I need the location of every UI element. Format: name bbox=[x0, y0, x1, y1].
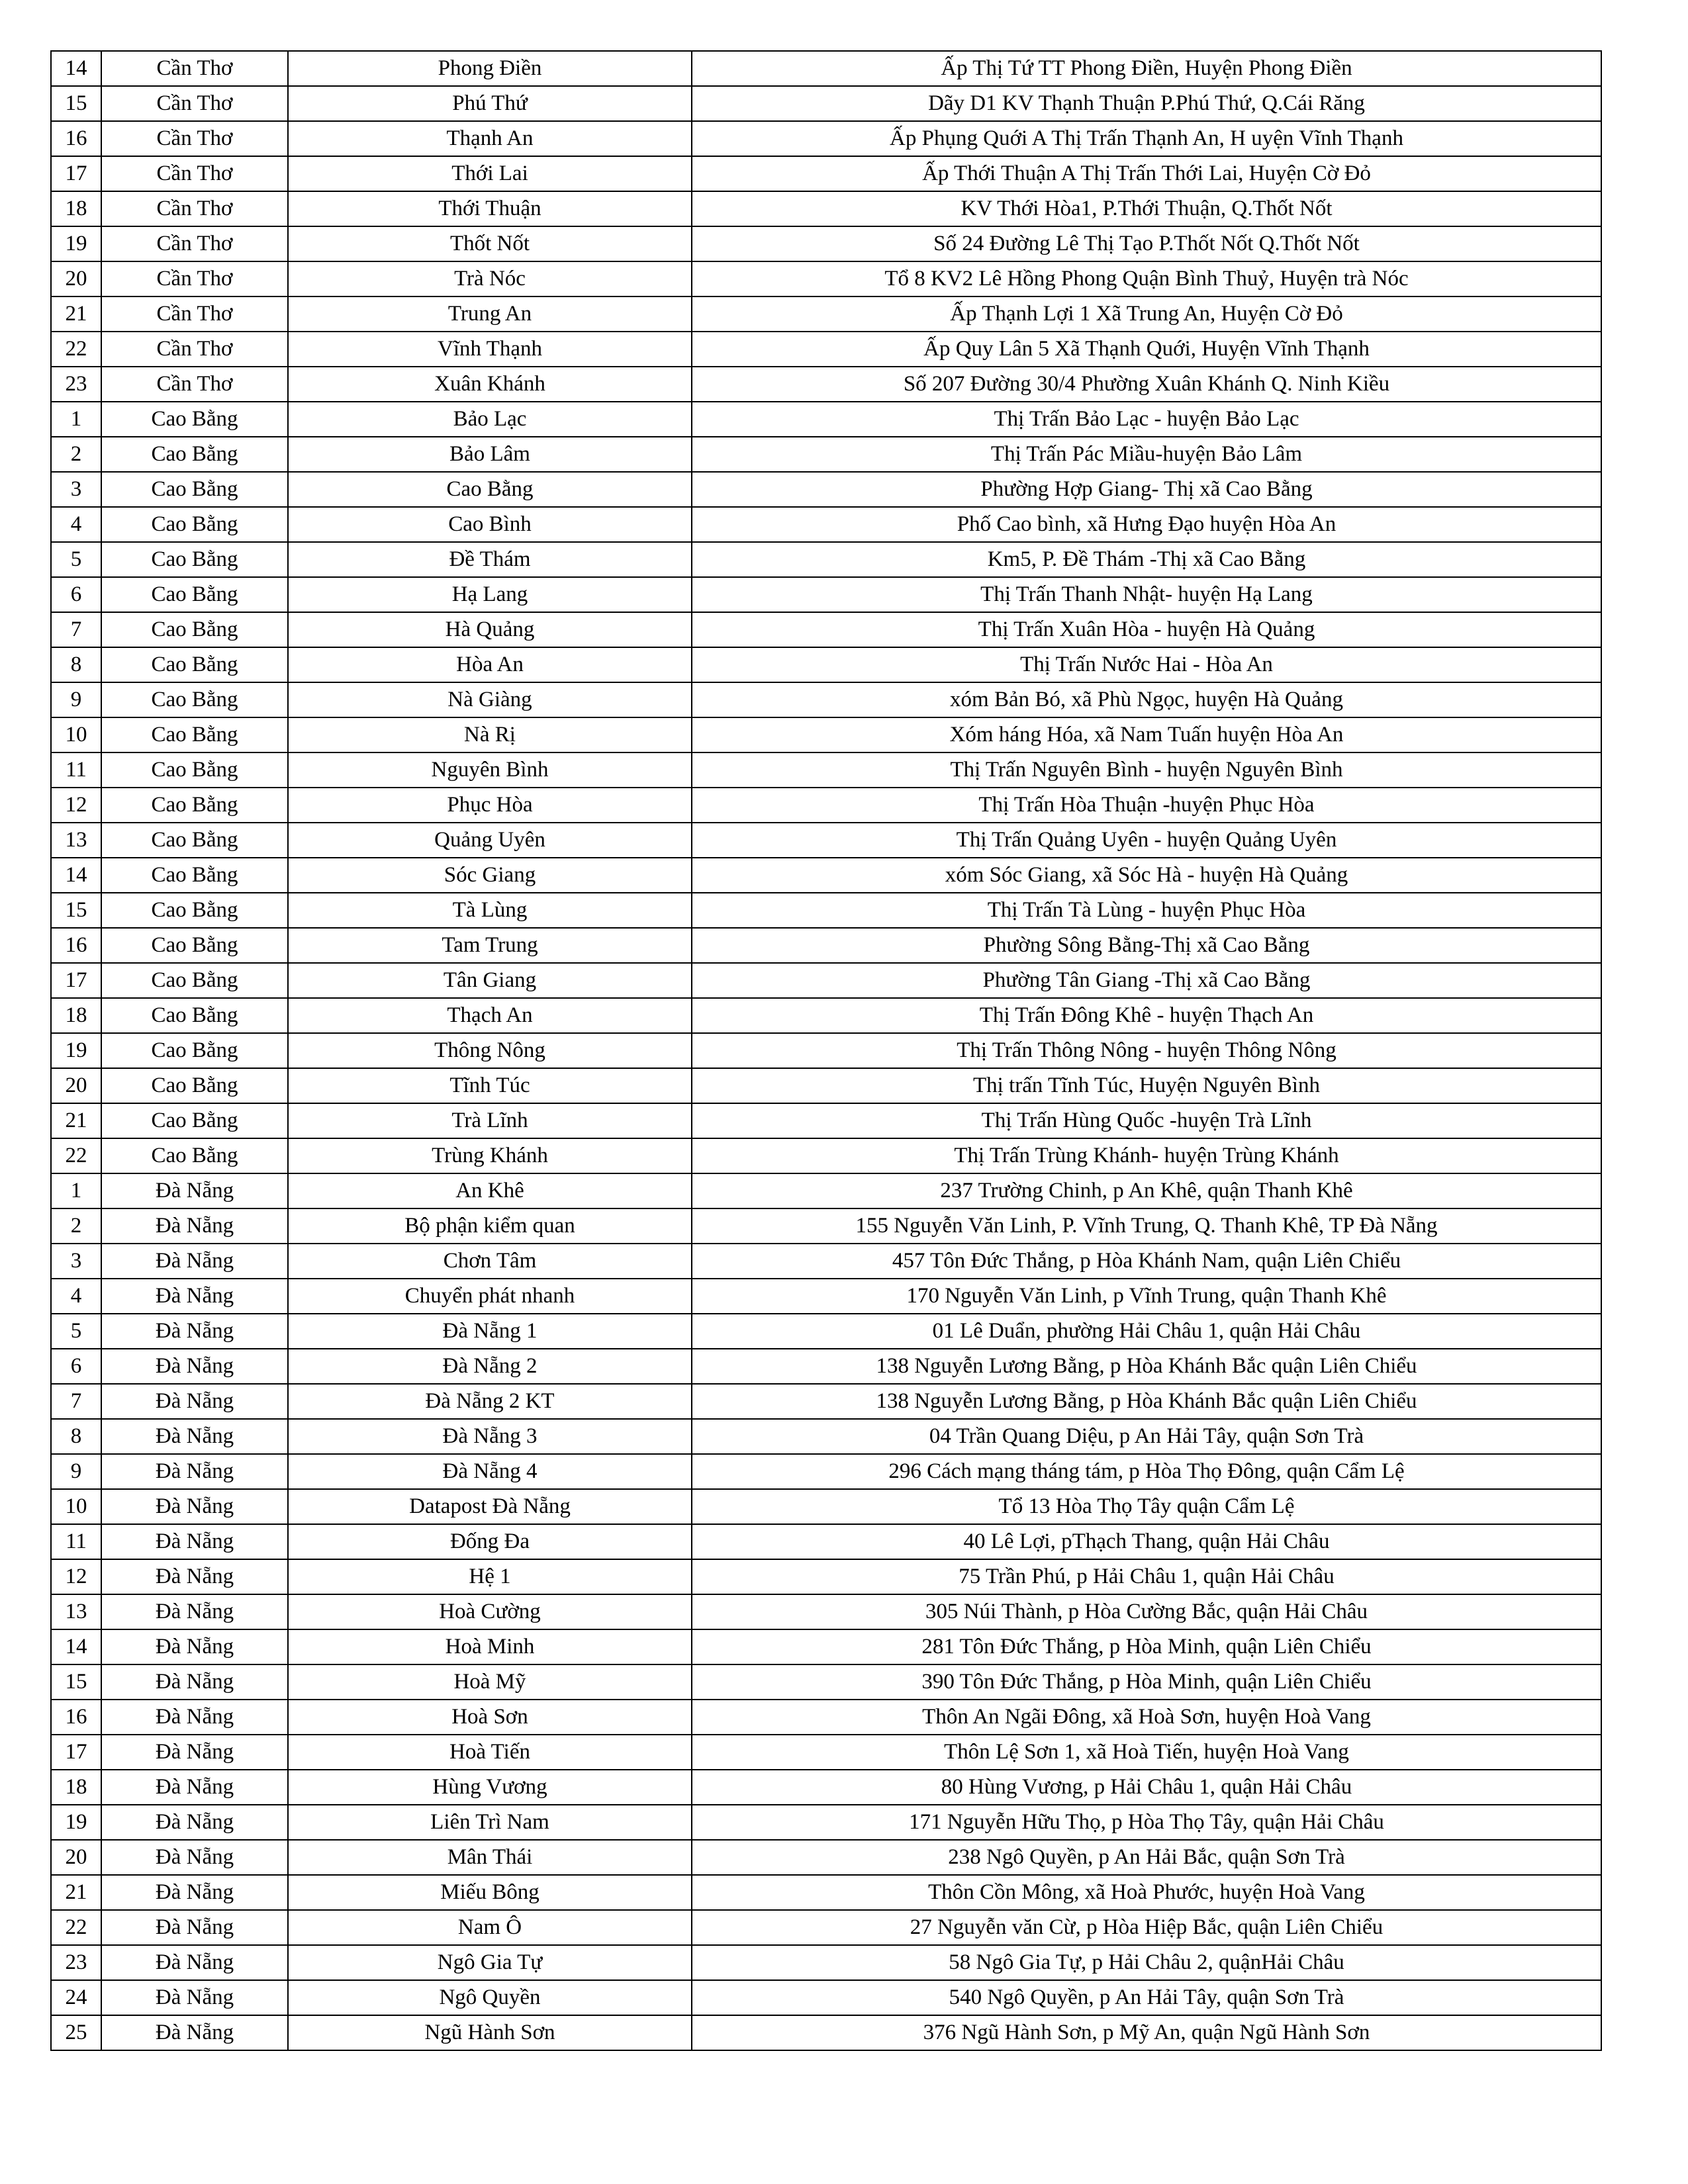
post-office-name-cell: Hùng Vương bbox=[288, 1770, 692, 1805]
row-number-cell: 7 bbox=[51, 612, 101, 647]
row-number-cell: 23 bbox=[51, 367, 101, 402]
post-office-name-cell: Bộ phận kiểm quan bbox=[288, 1208, 692, 1244]
province-cell: Đà Nẵng bbox=[101, 1594, 288, 1629]
address-cell: Phường Hợp Giang- Thị xã Cao Bằng bbox=[692, 472, 1601, 507]
province-cell: Đà Nẵng bbox=[101, 1454, 288, 1489]
province-cell: Cần Thơ bbox=[101, 226, 288, 261]
post-office-name-cell: Mân Thái bbox=[288, 1840, 692, 1875]
table-row bbox=[51, 1700, 1601, 1735]
post-office-name-cell: Đề Thám bbox=[288, 542, 692, 577]
table-row bbox=[51, 963, 1601, 998]
table-row bbox=[51, 577, 1601, 612]
province-cell: Cao Bằng bbox=[101, 1068, 288, 1103]
row-number-cell: 11 bbox=[51, 1524, 101, 1559]
post-office-name-cell: Tân Giang bbox=[288, 963, 692, 998]
row-number-cell: 4 bbox=[51, 1279, 101, 1314]
post-office-name-cell: Hạ Lang bbox=[288, 577, 692, 612]
province-cell: Cao Bằng bbox=[101, 717, 288, 752]
province-cell: Đà Nẵng bbox=[101, 1279, 288, 1314]
address-cell: Số 24 Đường Lê Thị Tạo P.Thốt Nốt Q.Thốt Nốt bbox=[692, 226, 1601, 261]
address-cell: Tổ 13 Hòa Thọ Tây quận Cẩm Lệ bbox=[692, 1489, 1601, 1524]
province-cell: Cao Bằng bbox=[101, 437, 288, 472]
row-number-cell: 14 bbox=[51, 858, 101, 893]
address-cell: Tổ 8 KV2 Lê Hồng Phong Quận Bình Thuỷ, Huyện trà Nóc bbox=[692, 261, 1601, 296]
post-office-name-cell: Tĩnh Túc bbox=[288, 1068, 692, 1103]
row-number-cell: 15 bbox=[51, 86, 101, 121]
table-row bbox=[51, 1735, 1601, 1770]
row-number-cell: 13 bbox=[51, 823, 101, 858]
province-cell: Cao Bằng bbox=[101, 998, 288, 1033]
province-cell: Cao Bằng bbox=[101, 682, 288, 717]
address-cell: 457 Tôn Đức Thắng, p Hòa Khánh Nam, quận Liên Chiểu bbox=[692, 1244, 1601, 1279]
province-cell: Đà Nẵng bbox=[101, 1840, 288, 1875]
post-office-name-cell: Miếu Bông bbox=[288, 1875, 692, 1910]
province-cell: Cần Thơ bbox=[101, 121, 288, 156]
province-cell: Cần Thơ bbox=[101, 367, 288, 402]
row-number-cell: 16 bbox=[51, 928, 101, 963]
table-row bbox=[51, 1138, 1601, 1173]
row-number-cell: 12 bbox=[51, 788, 101, 823]
province-cell: Đà Nẵng bbox=[101, 1349, 288, 1384]
table-row bbox=[51, 788, 1601, 823]
row-number-cell: 8 bbox=[51, 647, 101, 682]
table-row bbox=[51, 1033, 1601, 1068]
table-row bbox=[51, 542, 1601, 577]
post-office-name-cell: Trùng Khánh bbox=[288, 1138, 692, 1173]
province-cell: Cao Bằng bbox=[101, 788, 288, 823]
address-cell: 40 Lê Lợi, pThạch Thang, quận Hải Châu bbox=[692, 1524, 1601, 1559]
address-cell: Phường Sông Bằng-Thị xã Cao Bằng bbox=[692, 928, 1601, 963]
address-cell: Thị Trấn Bảo Lạc - huyện Bảo Lạc bbox=[692, 402, 1601, 437]
address-cell: 80 Hùng Vương, p Hải Châu 1, quận Hải Châu bbox=[692, 1770, 1601, 1805]
post-office-name-cell: Đống Đa bbox=[288, 1524, 692, 1559]
address-cell: Xóm háng Hóa, xã Nam Tuấn huyện Hòa An bbox=[692, 717, 1601, 752]
post-office-name-cell: Hòa An bbox=[288, 647, 692, 682]
row-number-cell: 11 bbox=[51, 752, 101, 788]
row-number-cell: 18 bbox=[51, 998, 101, 1033]
table-row bbox=[51, 1875, 1601, 1910]
table-row bbox=[51, 893, 1601, 928]
row-number-cell: 7 bbox=[51, 1384, 101, 1419]
row-number-cell: 17 bbox=[51, 963, 101, 998]
table-row bbox=[51, 1980, 1601, 2015]
post-office-name-cell: Vĩnh Thạnh bbox=[288, 332, 692, 367]
address-cell: 01 Lê Duẩn, phường Hải Châu 1, quận Hải Châu bbox=[692, 1314, 1601, 1349]
post-office-name-cell: Hoà Tiến bbox=[288, 1735, 692, 1770]
address-cell: 155 Nguyễn Văn Linh, P. Vĩnh Trung, Q. Thanh Khê, TP Đà Nẵng bbox=[692, 1208, 1601, 1244]
address-cell: Thị Trấn Tà Lùng - huyện Phục Hòa bbox=[692, 893, 1601, 928]
address-cell: Km5, P. Đề Thám -Thị xã Cao Bằng bbox=[692, 542, 1601, 577]
row-number-cell: 19 bbox=[51, 226, 101, 261]
row-number-cell: 19 bbox=[51, 1033, 101, 1068]
province-cell: Đà Nẵng bbox=[101, 2015, 288, 2050]
province-cell: Cao Bằng bbox=[101, 1138, 288, 1173]
row-number-cell: 6 bbox=[51, 1349, 101, 1384]
row-number-cell: 24 bbox=[51, 1980, 101, 2015]
row-number-cell: 6 bbox=[51, 577, 101, 612]
row-number-cell: 5 bbox=[51, 1314, 101, 1349]
row-number-cell: 16 bbox=[51, 121, 101, 156]
post-office-name-cell: Phú Thứ bbox=[288, 86, 692, 121]
province-cell: Cao Bằng bbox=[101, 647, 288, 682]
address-cell: Thị Trấn Thông Nông - huyện Thông Nông bbox=[692, 1033, 1601, 1068]
table-row bbox=[51, 1594, 1601, 1629]
table-row bbox=[51, 261, 1601, 296]
table-row bbox=[51, 1314, 1601, 1349]
province-cell: Đà Nẵng bbox=[101, 1945, 288, 1980]
post-office-name-cell: Nam Ô bbox=[288, 1910, 692, 1945]
province-cell: Đà Nẵng bbox=[101, 1173, 288, 1208]
table-row bbox=[51, 752, 1601, 788]
table-row bbox=[51, 823, 1601, 858]
province-cell: Cao Bằng bbox=[101, 963, 288, 998]
province-cell: Cần Thơ bbox=[101, 296, 288, 332]
address-cell: Thị trấn Tĩnh Túc, Huyện Nguyên Bình bbox=[692, 1068, 1601, 1103]
table-row bbox=[51, 612, 1601, 647]
province-cell: Cần Thơ bbox=[101, 156, 288, 191]
table-row bbox=[51, 1384, 1601, 1419]
province-cell: Đà Nẵng bbox=[101, 1489, 288, 1524]
province-cell: Đà Nẵng bbox=[101, 1735, 288, 1770]
row-number-cell: 18 bbox=[51, 1770, 101, 1805]
row-number-cell: 3 bbox=[51, 472, 101, 507]
table-row bbox=[51, 1945, 1601, 1980]
table-row bbox=[51, 858, 1601, 893]
province-cell: Cao Bằng bbox=[101, 752, 288, 788]
row-number-cell: 20 bbox=[51, 261, 101, 296]
province-cell: Đà Nẵng bbox=[101, 1805, 288, 1840]
table-row bbox=[51, 998, 1601, 1033]
table-row bbox=[51, 647, 1601, 682]
post-office-name-cell: Datapost Đà Nẵng bbox=[288, 1489, 692, 1524]
address-cell: 58 Ngô Gia Tự, p Hải Châu 2, quậnHải Châu bbox=[692, 1945, 1601, 1980]
post-office-name-cell: Phục Hòa bbox=[288, 788, 692, 823]
post-office-table bbox=[50, 50, 1602, 2051]
post-office-name-cell: Hoà Minh bbox=[288, 1629, 692, 1664]
province-cell: Đà Nẵng bbox=[101, 1875, 288, 1910]
table-row bbox=[51, 2015, 1601, 2050]
row-number-cell: 19 bbox=[51, 1805, 101, 1840]
address-cell: 04 Trần Quang Diệu, p An Hải Tây, quận Sơn Trà bbox=[692, 1419, 1601, 1454]
address-cell: 238 Ngô Quyền, p An Hải Bắc, quận Sơn Trà bbox=[692, 1840, 1601, 1875]
row-number-cell: 22 bbox=[51, 1910, 101, 1945]
province-cell: Đà Nẵng bbox=[101, 1980, 288, 2015]
address-cell: Thôn Lệ Sơn 1, xã Hoà Tiến, huyện Hoà Vang bbox=[692, 1735, 1601, 1770]
table-row bbox=[51, 507, 1601, 542]
post-office-name-cell: Đà Nẵng 1 bbox=[288, 1314, 692, 1349]
address-cell: Thị Trấn Trùng Khánh- huyện Trùng Khánh bbox=[692, 1138, 1601, 1173]
post-office-name-cell: Trà Nóc bbox=[288, 261, 692, 296]
row-number-cell: 13 bbox=[51, 1594, 101, 1629]
province-cell: Cao Bằng bbox=[101, 577, 288, 612]
table-row bbox=[51, 1454, 1601, 1489]
post-office-name-cell: Hệ 1 bbox=[288, 1559, 692, 1594]
table-row bbox=[51, 1524, 1601, 1559]
province-cell: Đà Nẵng bbox=[101, 1419, 288, 1454]
table-row bbox=[51, 1068, 1601, 1103]
address-cell: Ấp Thạnh Lợi 1 Xã Trung An, Huyện Cờ Đỏ bbox=[692, 296, 1601, 332]
row-number-cell: 15 bbox=[51, 893, 101, 928]
table-row bbox=[51, 1419, 1601, 1454]
province-cell: Cao Bằng bbox=[101, 507, 288, 542]
province-cell: Đà Nẵng bbox=[101, 1314, 288, 1349]
province-cell: Cần Thơ bbox=[101, 261, 288, 296]
post-office-name-cell: Chuyển phát nhanh bbox=[288, 1279, 692, 1314]
post-office-name-cell: Hoà Sơn bbox=[288, 1700, 692, 1735]
address-cell: 390 Tôn Đức Thắng, p Hòa Minh, quận Liên Chiểu bbox=[692, 1664, 1601, 1700]
address-cell: Ấp Thị Tứ TT Phong Điền, Huyện Phong Điền bbox=[692, 51, 1601, 86]
row-number-cell: 15 bbox=[51, 1664, 101, 1700]
province-cell: Cao Bằng bbox=[101, 472, 288, 507]
table-row bbox=[51, 1840, 1601, 1875]
address-cell: Ấp Thới Thuận A Thị Trấn Thới Lai, Huyện Cờ Đỏ bbox=[692, 156, 1601, 191]
table-row bbox=[51, 156, 1601, 191]
table-row bbox=[51, 717, 1601, 752]
address-cell: Thị Trấn Quảng Uyên - huyện Quảng Uyên bbox=[692, 823, 1601, 858]
row-number-cell: 14 bbox=[51, 51, 101, 86]
post-office-name-cell: Sóc Giang bbox=[288, 858, 692, 893]
post-office-name-cell: Xuân Khánh bbox=[288, 367, 692, 402]
table-row bbox=[51, 332, 1601, 367]
row-number-cell: 25 bbox=[51, 2015, 101, 2050]
province-cell: Cần Thơ bbox=[101, 86, 288, 121]
address-cell: Ấp Phụng Quới A Thị Trấn Thạnh An, H uyện Vĩnh Thạnh bbox=[692, 121, 1601, 156]
post-office-name-cell: Ngô Quyền bbox=[288, 1980, 692, 2015]
table-row bbox=[51, 1770, 1601, 1805]
address-cell: Thị Trấn Nguyên Bình - huyện Nguyên Bình bbox=[692, 752, 1601, 788]
row-number-cell: 10 bbox=[51, 717, 101, 752]
post-office-name-cell: Tam Trung bbox=[288, 928, 692, 963]
post-office-name-cell: Ngũ Hành Sơn bbox=[288, 2015, 692, 2050]
table-row bbox=[51, 191, 1601, 226]
post-office-name-cell: Bảo Lạc bbox=[288, 402, 692, 437]
address-cell: Phố Cao bình, xã Hưng Đạo huyện Hòa An bbox=[692, 507, 1601, 542]
address-cell: Thị Trấn Hùng Quốc -huyện Trà Lĩnh bbox=[692, 1103, 1601, 1138]
post-office-name-cell: Đà Nẵng 2 bbox=[288, 1349, 692, 1384]
province-cell: Cao Bằng bbox=[101, 542, 288, 577]
address-cell: Thị Trấn Pác Miầu-huyện Bảo Lâm bbox=[692, 437, 1601, 472]
table-row bbox=[51, 682, 1601, 717]
post-office-name-cell: An Khê bbox=[288, 1173, 692, 1208]
post-office-name-cell: Ngô Gia Tự bbox=[288, 1945, 692, 1980]
row-number-cell: 17 bbox=[51, 1735, 101, 1770]
post-office-name-cell: Hà Quảng bbox=[288, 612, 692, 647]
row-number-cell: 2 bbox=[51, 1208, 101, 1244]
province-cell: Đà Nẵng bbox=[101, 1384, 288, 1419]
post-office-name-cell: Thông Nông bbox=[288, 1033, 692, 1068]
row-number-cell: 20 bbox=[51, 1840, 101, 1875]
table-row bbox=[51, 402, 1601, 437]
address-cell: 75 Trần Phú, p Hải Châu 1, quận Hải Châu bbox=[692, 1559, 1601, 1594]
row-number-cell: 3 bbox=[51, 1244, 101, 1279]
address-cell: Thị Trấn Thanh Nhật- huyện Hạ Lang bbox=[692, 577, 1601, 612]
address-cell: 296 Cách mạng tháng tám, p Hòa Thọ Đông, quận Cẩm Lệ bbox=[692, 1454, 1601, 1489]
province-cell: Đà Nẵng bbox=[101, 1664, 288, 1700]
post-office-name-cell: Chơn Tâm bbox=[288, 1244, 692, 1279]
address-cell: 171 Nguyễn Hữu Thọ, p Hòa Thọ Tây, quận Hải Châu bbox=[692, 1805, 1601, 1840]
address-cell: 281 Tôn Đức Thắng, p Hòa Minh, quận Liên Chiểu bbox=[692, 1629, 1601, 1664]
post-office-name-cell: Bảo Lâm bbox=[288, 437, 692, 472]
address-cell: xóm Bản Bó, xã Phù Ngọc, huyện Hà Quảng bbox=[692, 682, 1601, 717]
address-cell: 27 Nguyễn văn Cừ, p Hòa Hiệp Bắc, quận Liên Chiểu bbox=[692, 1910, 1601, 1945]
address-cell: 170 Nguyễn Văn Linh, p Vĩnh Trung, quận Thanh Khê bbox=[692, 1279, 1601, 1314]
table-row bbox=[51, 296, 1601, 332]
address-cell: 540 Ngô Quyền, p An Hải Tây, quận Sơn Trà bbox=[692, 1980, 1601, 2015]
address-cell: 138 Nguyễn Lương Bằng, p Hòa Khánh Bắc quận Liên Chiểu bbox=[692, 1384, 1601, 1419]
table-row bbox=[51, 1910, 1601, 1945]
province-cell: Đà Nẵng bbox=[101, 1700, 288, 1735]
province-cell: Cao Bằng bbox=[101, 1033, 288, 1068]
post-office-name-cell: Phong Điền bbox=[288, 51, 692, 86]
post-office-name-cell: Nà Giàng bbox=[288, 682, 692, 717]
post-office-name-cell: Thạnh An bbox=[288, 121, 692, 156]
province-cell: Cao Bằng bbox=[101, 612, 288, 647]
post-office-name-cell: Hoà Cường bbox=[288, 1594, 692, 1629]
post-office-name-cell: Đà Nẵng 3 bbox=[288, 1419, 692, 1454]
province-cell: Cao Bằng bbox=[101, 858, 288, 893]
address-cell: Thị Trấn Nước Hai - Hòa An bbox=[692, 647, 1601, 682]
province-cell: Cao Bằng bbox=[101, 1103, 288, 1138]
table-row bbox=[51, 51, 1601, 86]
province-cell: Cần Thơ bbox=[101, 191, 288, 226]
post-office-name-cell: Liên Trì Nam bbox=[288, 1805, 692, 1840]
row-number-cell: 21 bbox=[51, 1103, 101, 1138]
row-number-cell: 21 bbox=[51, 1875, 101, 1910]
table-row bbox=[51, 928, 1601, 963]
row-number-cell: 20 bbox=[51, 1068, 101, 1103]
province-cell: Cao Bằng bbox=[101, 823, 288, 858]
table-row bbox=[51, 121, 1601, 156]
address-cell: 376 Ngũ Hành Sơn, p Mỹ An, quận Ngũ Hành Sơn bbox=[692, 2015, 1601, 2050]
table-row bbox=[51, 1664, 1601, 1700]
row-number-cell: 9 bbox=[51, 1454, 101, 1489]
post-office-name-cell: Hoà Mỹ bbox=[288, 1664, 692, 1700]
post-office-name-cell: Trung An bbox=[288, 296, 692, 332]
post-office-name-cell: Thới Lai bbox=[288, 156, 692, 191]
address-cell: KV Thới Hòa1, P.Thới Thuận, Q.Thốt Nốt bbox=[692, 191, 1601, 226]
province-cell: Đà Nẵng bbox=[101, 1770, 288, 1805]
address-cell: Thôn An Ngãi Đông, xã Hoà Sơn, huyện Hoà Vang bbox=[692, 1700, 1601, 1735]
province-cell: Đà Nẵng bbox=[101, 1910, 288, 1945]
address-cell: Số 207 Đường 30/4 Phường Xuân Khánh Q. Ninh Kiều bbox=[692, 367, 1601, 402]
post-office-name-cell: Thốt Nốt bbox=[288, 226, 692, 261]
post-office-name-cell: Thới Thuận bbox=[288, 191, 692, 226]
address-cell: 305 Núi Thành, p Hòa Cường Bắc, quận Hải Châu bbox=[692, 1594, 1601, 1629]
row-number-cell: 4 bbox=[51, 507, 101, 542]
row-number-cell: 14 bbox=[51, 1629, 101, 1664]
province-cell: Cần Thơ bbox=[101, 332, 288, 367]
row-number-cell: 1 bbox=[51, 1173, 101, 1208]
row-number-cell: 5 bbox=[51, 542, 101, 577]
address-cell: 237 Trường Chinh, p An Khê, quận Thanh Khê bbox=[692, 1173, 1601, 1208]
table-row bbox=[51, 1489, 1601, 1524]
row-number-cell: 1 bbox=[51, 402, 101, 437]
row-number-cell: 21 bbox=[51, 296, 101, 332]
table-row bbox=[51, 1279, 1601, 1314]
address-cell: Phường Tân Giang -Thị xã Cao Bằng bbox=[692, 963, 1601, 998]
province-cell: Đà Nẵng bbox=[101, 1208, 288, 1244]
post-office-name-cell: Quảng Uyên bbox=[288, 823, 692, 858]
address-cell: Ấp Quy Lân 5 Xã Thạnh Quới, Huyện Vĩnh Thạnh bbox=[692, 332, 1601, 367]
post-office-name-cell: Cao Bình bbox=[288, 507, 692, 542]
address-cell: Thị Trấn Hòa Thuận -huyện Phục Hòa bbox=[692, 788, 1601, 823]
post-office-name-cell: Nà Rị bbox=[288, 717, 692, 752]
table-row bbox=[51, 1629, 1601, 1664]
table-row bbox=[51, 1349, 1601, 1384]
post-office-name-cell: Trà Lĩnh bbox=[288, 1103, 692, 1138]
address-cell: Thị Trấn Đông Khê - huyện Thạch An bbox=[692, 998, 1601, 1033]
table-row bbox=[51, 1103, 1601, 1138]
province-cell: Đà Nẵng bbox=[101, 1559, 288, 1594]
row-number-cell: 17 bbox=[51, 156, 101, 191]
address-cell: Thôn Cồn Mông, xã Hoà Phước, huyện Hoà Vang bbox=[692, 1875, 1601, 1910]
table-row bbox=[51, 1244, 1601, 1279]
province-cell: Cần Thơ bbox=[101, 51, 288, 86]
post-office-name-cell: Cao Bằng bbox=[288, 472, 692, 507]
post-office-name-cell: Nguyên Bình bbox=[288, 752, 692, 788]
table-row bbox=[51, 86, 1601, 121]
province-cell: Đà Nẵng bbox=[101, 1244, 288, 1279]
row-number-cell: 22 bbox=[51, 332, 101, 367]
row-number-cell: 10 bbox=[51, 1489, 101, 1524]
table-row bbox=[51, 1173, 1601, 1208]
table-row bbox=[51, 367, 1601, 402]
table-row bbox=[51, 437, 1601, 472]
province-cell: Cao Bằng bbox=[101, 402, 288, 437]
address-cell: Dãy D1 KV Thạnh Thuận P.Phú Thứ, Q.Cái Răng bbox=[692, 86, 1601, 121]
post-office-name-cell: Đà Nẵng 2 KT bbox=[288, 1384, 692, 1419]
row-number-cell: 22 bbox=[51, 1138, 101, 1173]
row-number-cell: 23 bbox=[51, 1945, 101, 1980]
row-number-cell: 12 bbox=[51, 1559, 101, 1594]
post-office-name-cell: Đà Nẵng 4 bbox=[288, 1454, 692, 1489]
province-cell: Cao Bằng bbox=[101, 928, 288, 963]
table-body bbox=[51, 51, 1601, 2050]
row-number-cell: 2 bbox=[51, 437, 101, 472]
post-office-name-cell: Thạch An bbox=[288, 998, 692, 1033]
address-cell: xóm Sóc Giang, xã Sóc Hà - huyện Hà Quảng bbox=[692, 858, 1601, 893]
table-row bbox=[51, 226, 1601, 261]
table-row bbox=[51, 1208, 1601, 1244]
province-cell: Đà Nẵng bbox=[101, 1524, 288, 1559]
post-office-name-cell: Tà Lùng bbox=[288, 893, 692, 928]
row-number-cell: 16 bbox=[51, 1700, 101, 1735]
row-number-cell: 18 bbox=[51, 191, 101, 226]
table-row bbox=[51, 1805, 1601, 1840]
row-number-cell: 9 bbox=[51, 682, 101, 717]
table-row bbox=[51, 1559, 1601, 1594]
table-row bbox=[51, 472, 1601, 507]
row-number-cell: 8 bbox=[51, 1419, 101, 1454]
province-cell: Đà Nẵng bbox=[101, 1629, 288, 1664]
province-cell: Cao Bằng bbox=[101, 893, 288, 928]
address-cell: Thị Trấn Xuân Hòa - huyện Hà Quảng bbox=[692, 612, 1601, 647]
address-cell: 138 Nguyễn Lương Bằng, p Hòa Khánh Bắc quận Liên Chiểu bbox=[692, 1349, 1601, 1384]
